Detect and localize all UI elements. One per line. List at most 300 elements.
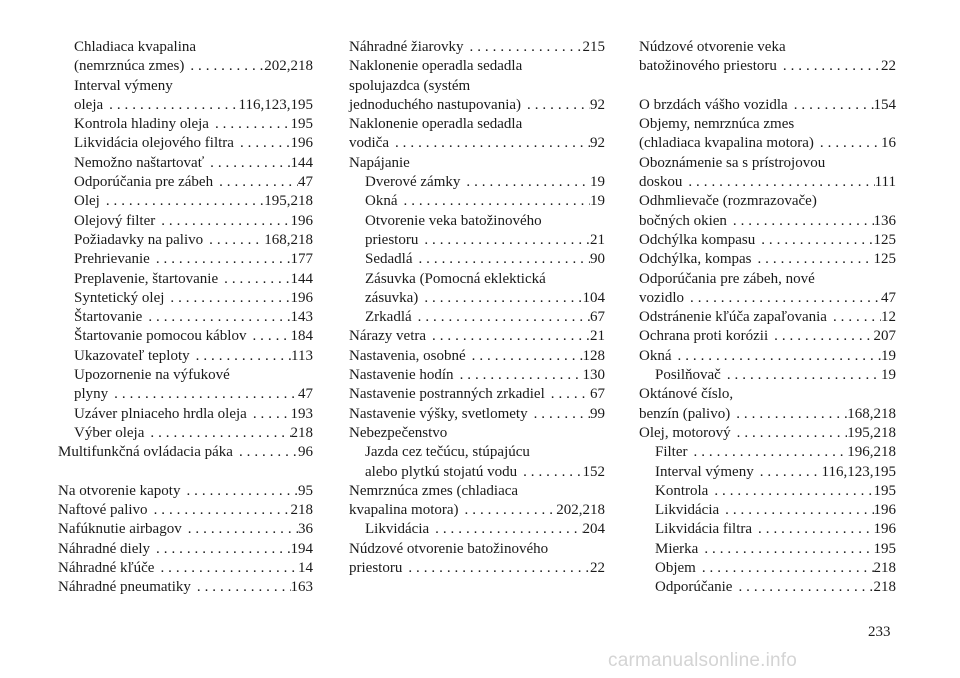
entry-pages: 177 (290, 251, 313, 268)
entry-pages: 125 (873, 231, 896, 248)
entry-pages: 195,218 (264, 193, 313, 210)
dot-leader (150, 540, 290, 559)
index-entry (349, 308, 605, 327)
index-entry (639, 134, 896, 153)
entry-term: Nemožno naštartovať (74, 154, 205, 171)
index-entry (58, 96, 313, 115)
dot-leader (545, 385, 590, 404)
entry-term: Na otvorenie kapoty (58, 482, 181, 499)
dot-leader (142, 308, 290, 327)
entry-term: (nemrznúca zmes) (74, 58, 185, 75)
entry-term: Prehrievanie (74, 251, 150, 268)
dot-leader (752, 520, 873, 539)
index-entry (349, 173, 605, 192)
dot-leader (754, 463, 822, 482)
dot-leader (426, 327, 590, 346)
index-entry (639, 115, 896, 134)
index-entry (349, 96, 605, 115)
entry-term: Požiadavky na palivo (74, 231, 204, 248)
page-number: 233 (868, 624, 891, 640)
index-entry (639, 482, 896, 501)
index-entry (639, 578, 896, 597)
entry-term: Sedadlá (365, 251, 413, 268)
entry-pages: 47 (298, 386, 313, 403)
entry-term: Olej (74, 193, 100, 210)
entry-pages: 90 (590, 251, 605, 268)
index-entry (349, 559, 605, 578)
entry-term: jednoduchého nastupovania) (349, 96, 522, 113)
entry-term: Odchýlka, kompas (639, 251, 752, 268)
entry-term: spolujazdca (systém (349, 77, 471, 94)
dot-leader (460, 173, 590, 192)
entry-term: Zásuvka (Pomocná eklektická (365, 270, 546, 287)
dot-leader (204, 154, 290, 173)
entry-term: Nastavenia, osobné (349, 347, 466, 364)
entry-term: doskou (639, 174, 683, 191)
index-entry (58, 559, 313, 578)
dot-leader (247, 405, 291, 424)
index-entry (349, 212, 605, 231)
dot-leader (814, 134, 881, 153)
entry-pages: 111 (874, 174, 896, 191)
dot-leader (464, 38, 583, 57)
index-entry (58, 424, 313, 443)
entry-term: Upozornenie na výfukové (74, 367, 230, 384)
entry-pages: 116,123,195 (821, 463, 896, 480)
index-entry (58, 540, 313, 559)
entry-pages: 218 (873, 560, 896, 577)
dot-leader (418, 289, 582, 308)
dot-leader (730, 405, 847, 424)
dot-leader (719, 501, 873, 520)
entry-pages: 144 (290, 154, 313, 171)
index-entry (58, 77, 313, 96)
index-entry (58, 154, 313, 173)
dot-leader (788, 96, 874, 115)
dot-leader (246, 327, 290, 346)
index-entry (58, 366, 313, 385)
dot-leader (777, 57, 881, 76)
entry-pages: 196 (290, 289, 313, 306)
entry-term: priestoru (365, 231, 419, 248)
entry-pages: 195 (290, 116, 313, 133)
dot-leader (517, 463, 582, 482)
dot-leader (402, 559, 590, 578)
entry-term: Odstránenie kľúča zapaľovania (639, 309, 827, 326)
entry-pages: 19 (881, 367, 896, 384)
entry-pages: 67 (590, 386, 605, 403)
index-entry (349, 385, 605, 404)
index-entry (349, 289, 605, 308)
index-entry (349, 57, 605, 76)
index-entry (349, 192, 605, 211)
index-entry (349, 115, 605, 134)
entry-term: Nastavenie výšky, svetlomety (349, 405, 528, 422)
entry-term: priestoru (349, 560, 403, 577)
index-entry (639, 366, 896, 385)
entry-pages: 116,123,195 (238, 96, 313, 113)
entry-term: Kontrola hladiny oleja (74, 116, 209, 133)
entry-term: Náhradné diely (58, 540, 151, 557)
entry-pages: 113 (291, 347, 313, 364)
dot-leader (190, 347, 291, 366)
entry-pages: 19 (881, 347, 896, 364)
index-entry (58, 578, 313, 597)
index-entry (349, 443, 605, 462)
dot-leader (696, 559, 874, 578)
dot-leader (180, 482, 298, 501)
entry-term: Otvorenie veka batožinového (365, 212, 542, 229)
dot-leader (389, 134, 590, 153)
index-entry (349, 134, 605, 153)
watermark: carmanualsonline.info (608, 650, 798, 671)
dot-leader (688, 443, 848, 462)
entry-term: Naklonenie operadla sedadla (349, 116, 523, 133)
index-entry (58, 212, 313, 231)
index-entry (58, 192, 313, 211)
blank-line (58, 463, 313, 482)
entry-pages: 196 (873, 502, 896, 519)
entry-pages: 196 (290, 135, 313, 152)
dot-leader (150, 250, 291, 269)
index-entry (58, 443, 313, 462)
entry-pages: 163 (290, 579, 313, 596)
entry-term: batožinového priestoru (639, 58, 777, 75)
entry-term: Oboznámenie sa s prístrojovou (639, 154, 826, 171)
entry-term: O brzdách vášho vozidla (639, 96, 788, 113)
entry-term: Likvidácia (655, 502, 720, 519)
entry-pages: 168,218 (264, 231, 313, 248)
entry-term: Okná (639, 347, 672, 364)
index-entry (639, 559, 896, 578)
index-entry (58, 501, 313, 520)
entry-pages: 196,218 (847, 444, 896, 461)
index-entry (639, 57, 896, 76)
entry-term: Núdzové otvorenie veka (639, 39, 786, 55)
entry-pages: 67 (590, 309, 605, 326)
dot-leader (154, 559, 298, 578)
dot-leader (827, 308, 881, 327)
dot-leader (727, 212, 874, 231)
entry-term: plyny (74, 386, 109, 403)
index-entry (639, 385, 896, 404)
index-entry (639, 347, 896, 366)
index-entry (58, 308, 313, 327)
entry-term: Oktánové číslo, (639, 386, 734, 403)
entry-term: (chladiaca kvapalina motora) (639, 135, 814, 152)
entry-term: Objem (655, 560, 696, 577)
dot-leader (184, 57, 264, 76)
entry-term: Náhradné pneumatiky (58, 579, 191, 596)
entry-term: bočných okien (639, 212, 727, 229)
index-entry (639, 250, 896, 269)
entry-pages: 22 (590, 560, 605, 577)
index-entry (58, 57, 313, 76)
index-entry (58, 289, 313, 308)
index-entry (639, 540, 896, 559)
entry-term: Interval výmeny (655, 463, 754, 480)
dot-leader (148, 501, 291, 520)
entry-term: Nafúknutie airbagov (58, 521, 182, 538)
dot-leader (698, 540, 873, 559)
entry-term: Posilňovač (655, 367, 721, 384)
index-entry (639, 327, 896, 346)
entry-term: Olejový filter (74, 212, 156, 229)
dot-leader (466, 347, 583, 366)
entry-term: Naftové palivo (58, 502, 148, 519)
entry-pages: 204 (582, 521, 605, 538)
index-entry (58, 173, 313, 192)
entry-term: Dverové zámky (365, 174, 461, 191)
index-entry (58, 385, 313, 404)
entry-pages: 130 (582, 367, 605, 384)
index-entry (639, 289, 896, 308)
index-entry (349, 366, 605, 385)
dot-leader (234, 134, 291, 153)
entry-pages: 19 (590, 193, 605, 210)
index-entry (58, 134, 313, 153)
entry-term: alebo plytkú stojatú vodu (365, 463, 518, 480)
entry-term: Napájanie (349, 154, 410, 171)
index-entry (58, 405, 313, 424)
dot-leader (721, 366, 881, 385)
entry-term: Výber oleja (74, 424, 145, 441)
dot-leader (521, 96, 590, 115)
entry-pages: 184 (290, 328, 313, 345)
entry-pages: 21 (590, 328, 605, 345)
entry-term: Naklonenie operadla sedadla (349, 58, 523, 75)
entry-pages: 99 (590, 405, 605, 422)
entry-term: Náhradné žiarovky (349, 39, 464, 55)
index-entry (349, 501, 605, 520)
entry-term: Objemy, nemrznúca zmes (639, 116, 795, 133)
index-entry (349, 463, 605, 482)
entry-pages: 12 (881, 309, 896, 326)
index-entry (639, 96, 896, 115)
index-column-2 (349, 38, 605, 578)
dot-leader (732, 578, 873, 597)
index-entry (639, 38, 896, 57)
dot-leader (731, 424, 848, 443)
index-entry (349, 540, 605, 559)
index-entry (349, 38, 605, 57)
dot-leader (209, 115, 291, 134)
dot-leader (103, 96, 238, 115)
dot-leader (412, 250, 590, 269)
entry-term: Odporúčanie (655, 579, 733, 596)
index-entry (639, 231, 896, 250)
entry-pages: 202,218 (264, 58, 313, 75)
dot-leader (768, 327, 873, 346)
entry-term: Likvidácia (365, 521, 430, 538)
entry-pages: 125 (873, 251, 896, 268)
dot-leader (454, 366, 583, 385)
entry-term: Likvidácia olejového filtra (74, 135, 234, 152)
entry-term: Likvidácia filtra (655, 521, 753, 538)
dot-leader (218, 270, 290, 289)
dot-leader (684, 289, 881, 308)
index-entry (349, 231, 605, 250)
entry-term: Ukazovateľ teploty (74, 347, 190, 364)
entry-pages: 215 (582, 39, 605, 55)
index-entry (58, 347, 313, 366)
entry-term: Štartovanie (74, 309, 143, 326)
index-entry (58, 482, 313, 501)
entry-term: Chladiaca kvapalina (74, 39, 197, 55)
index-column-3 (639, 38, 896, 598)
dot-leader (155, 212, 290, 231)
entry-term: Syntetický olej (74, 289, 165, 306)
dot-leader (164, 289, 290, 308)
entry-pages: 202,218 (556, 502, 605, 519)
entry-pages: 16 (881, 135, 896, 152)
entry-term: Náhradné kľúče (58, 560, 155, 577)
index-entry (349, 327, 605, 346)
entry-term: Ochrana proti korózii (639, 328, 769, 345)
entry-pages: 152 (582, 463, 605, 480)
index-entry (349, 520, 605, 539)
entry-pages: 195 (873, 482, 896, 499)
index-entry (58, 270, 313, 289)
dot-leader (398, 192, 591, 211)
dot-leader (108, 385, 298, 404)
entry-pages: 193 (290, 405, 313, 422)
entry-pages: 195 (873, 540, 896, 557)
dot-leader (682, 173, 874, 192)
index-entry (349, 154, 605, 173)
index-entry (639, 501, 896, 520)
entry-term: Odchýlka kompasu (639, 231, 756, 248)
blank-line (639, 77, 896, 96)
index-column-1 (58, 38, 313, 598)
entry-term: Nárazy vetra (349, 328, 427, 345)
entry-pages: 14 (298, 560, 313, 577)
dot-leader (708, 482, 873, 501)
index-entry (639, 270, 896, 289)
entry-pages: 21 (590, 231, 605, 248)
index-entry (349, 270, 605, 289)
index-entry (349, 250, 605, 269)
index-entry (639, 443, 896, 462)
entry-term: Olej, motorový (639, 424, 731, 441)
dot-leader (528, 405, 590, 424)
dot-leader (203, 231, 264, 250)
entry-pages: 92 (590, 96, 605, 113)
entry-term: Jazda cez tečúcu, stúpajúcu (365, 444, 530, 461)
index-entry (639, 405, 896, 424)
index-entry (58, 250, 313, 269)
entry-term: Kontrola (655, 482, 709, 499)
index-entry (58, 115, 313, 134)
index-entry (58, 38, 313, 57)
index-entry (639, 520, 896, 539)
entry-term: vozidlo (639, 289, 684, 306)
entry-pages: 196 (290, 212, 313, 229)
entry-pages: 154 (873, 96, 896, 113)
entry-pages: 47 (298, 174, 313, 191)
entry-term: Okná (365, 193, 398, 210)
dot-leader (182, 520, 298, 539)
entry-term: Mierka (655, 540, 699, 557)
entry-pages: 128 (582, 347, 605, 364)
entry-term: Nastavenie postranných zrkadiel (349, 386, 545, 403)
entry-term: Odhmlievače (rozmrazovače) (639, 193, 817, 210)
entry-term: Štartovanie pomocou káblov (74, 328, 247, 345)
entry-pages: 92 (590, 135, 605, 152)
entry-pages: 104 (582, 289, 605, 306)
entry-pages: 143 (290, 309, 313, 326)
entry-pages: 194 (290, 540, 313, 557)
entry-pages: 144 (290, 270, 313, 287)
entry-term: Preplavenie, štartovanie (74, 270, 219, 287)
index-entry (58, 231, 313, 250)
dot-leader (755, 231, 873, 250)
entry-pages: 218 (290, 502, 313, 519)
dot-leader (429, 520, 582, 539)
entry-pages: 95 (298, 482, 313, 499)
entry-term: Multifunkčná ovládacia páka (58, 444, 233, 461)
dot-leader (100, 192, 264, 211)
entry-pages: 196 (873, 521, 896, 538)
entry-pages: 207 (873, 328, 896, 345)
index-entry (349, 77, 605, 96)
entry-term: vodiča (349, 135, 389, 152)
index-entry (639, 212, 896, 231)
index-entry (349, 347, 605, 366)
entry-term: oleja (74, 96, 104, 113)
entry-term: kvapalina motora) (349, 502, 459, 519)
entry-pages: 195,218 (847, 424, 896, 441)
entry-term: Odporúčania pre zábeh (74, 174, 214, 191)
entry-term: Odporúčania pre zábeh, nové (639, 270, 815, 287)
dot-leader (751, 250, 873, 269)
entry-term: Nebezpečenstvo (349, 424, 448, 441)
entry-term: Zrkadlá (365, 309, 412, 326)
entry-term: Uzáver plniaceho hrdla oleja (74, 405, 247, 422)
dot-leader (144, 424, 290, 443)
entry-pages: 168,218 (847, 405, 896, 422)
entry-term: zásuvka) (365, 289, 419, 306)
entry-term: Núdzové otvorenie batožinového (349, 540, 549, 557)
index-entry (639, 192, 896, 211)
dot-leader (233, 443, 298, 462)
entry-pages: 96 (298, 444, 313, 461)
dot-leader (418, 231, 590, 250)
entry-pages: 218 (290, 424, 313, 441)
index-entry (349, 424, 605, 443)
dot-leader (213, 173, 298, 192)
entry-pages: 19 (590, 174, 605, 191)
index-entry (58, 520, 313, 539)
entry-pages: 22 (881, 58, 896, 75)
entry-term: Filter (655, 444, 688, 461)
dot-leader (191, 578, 291, 597)
dot-leader (672, 347, 882, 366)
index-entry (639, 173, 896, 192)
entry-term: benzín (palivo) (639, 405, 731, 422)
index-entry (639, 154, 896, 173)
entry-term: Interval výmeny (74, 77, 173, 94)
entry-pages: 36 (298, 521, 313, 538)
index-entry (349, 482, 605, 501)
entry-pages: 47 (881, 289, 896, 306)
entry-term: Nemrznúca zmes (chladiaca (349, 482, 519, 499)
index-entry (639, 308, 896, 327)
entry-pages: 136 (873, 212, 896, 229)
index-entry (639, 463, 896, 482)
entry-term: Nastavenie hodín (349, 367, 454, 384)
index-entry (58, 327, 313, 346)
